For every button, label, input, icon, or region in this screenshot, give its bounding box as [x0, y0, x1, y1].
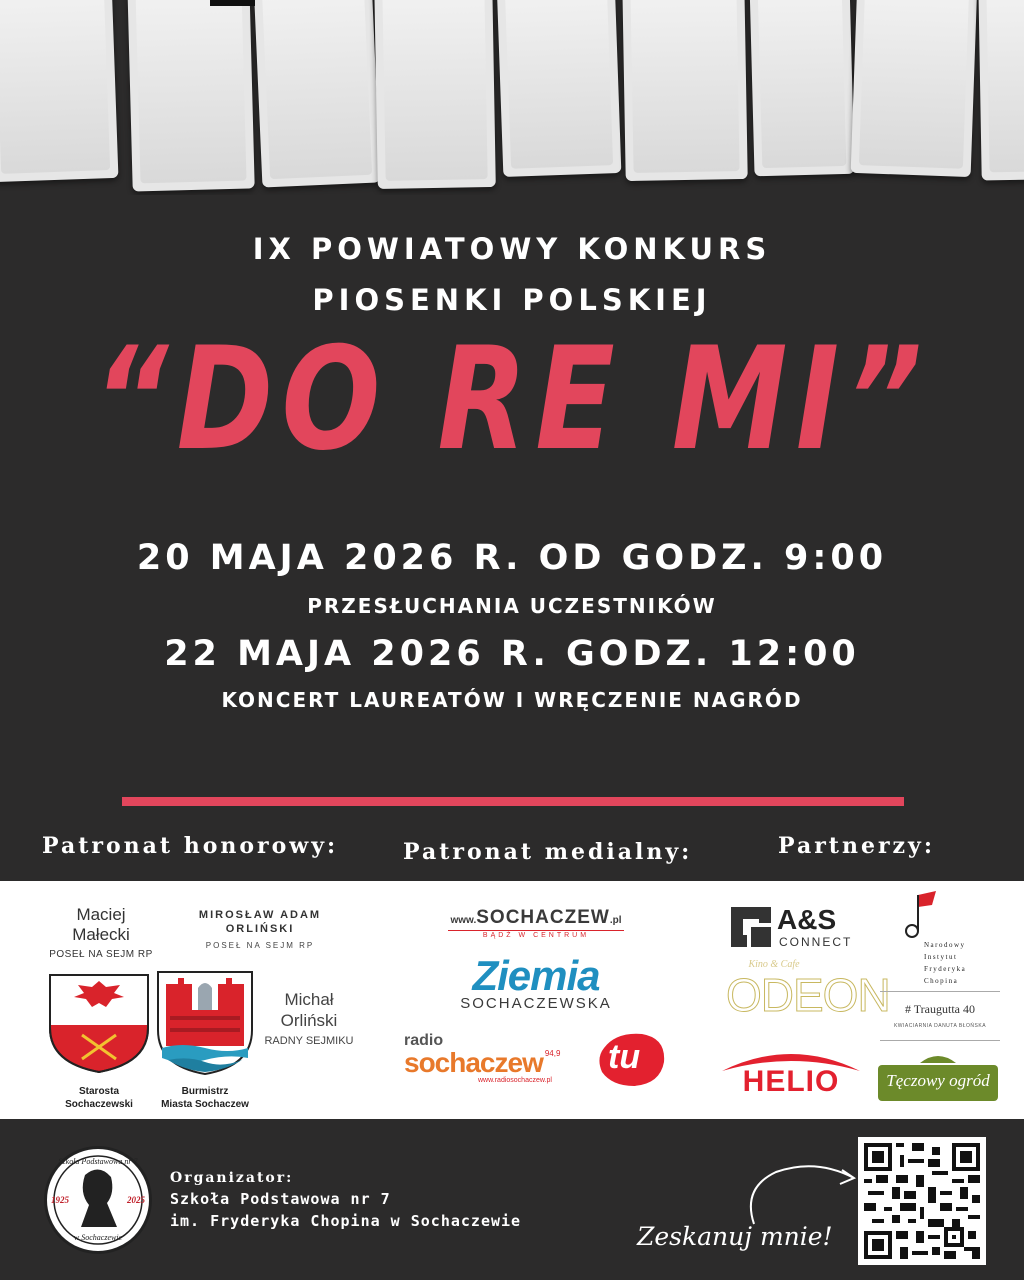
arrow-icon — [736, 1158, 860, 1228]
starosta-caption — [40, 1085, 158, 1111]
radio-www: www.radiosochaczew.pl — [478, 1077, 552, 1084]
date-auditions: 20 MAJA 2026 R. OD GODZ. 9:00 — [136, 538, 888, 578]
organizer-label: Organizator: — [170, 1170, 294, 1186]
sponsors-band — [0, 881, 1024, 1119]
burmistrz-line-2: Miasta Sochaczew — [161, 1099, 249, 1110]
nifc-line-3: Fryderyka — [924, 965, 967, 973]
nifc-logo — [894, 891, 994, 985]
as-connect-logo — [731, 905, 861, 951]
honorary-patronage-label: Patronat honorowy: — [42, 833, 339, 859]
seal-year-1: 1925 — [51, 1195, 69, 1205]
ziemia-sochaczewska-logo — [436, 952, 636, 1012]
starosta-line-2: Sochaczewski — [65, 1099, 133, 1110]
orlinski-name-2: ORLIŃSKI — [225, 923, 295, 935]
starosta-line-1: Starosta — [78, 1086, 119, 1097]
traugutta-logo — [880, 991, 1000, 1041]
organizer-line-1: Szkoła Podstawowa nr 7 — [170, 1190, 391, 1208]
sochaczew-pl-logo — [428, 907, 644, 939]
partners-label: Partnerzy: — [778, 833, 935, 859]
school-seal-logo — [44, 1146, 152, 1254]
ziemia-subtitle: SOCHACZEWSKA — [460, 995, 612, 1012]
tu-word: tu — [608, 1038, 641, 1076]
seal-top-text: Szkoła Podstawowa nr 7 — [58, 1157, 138, 1166]
burmistrz-caption — [150, 1085, 260, 1111]
traugutta-sub: KWIACIARNIA DANUTA BŁOŃSKA — [893, 1023, 987, 1029]
burmistrz-line-1: Burmistrz — [181, 1086, 229, 1097]
soch-www: www. — [450, 915, 477, 926]
piano-keys-decoration — [0, 0, 1024, 195]
scan-me-text: Zeskanuj mnie! — [637, 1222, 833, 1251]
helio-logo — [718, 1043, 864, 1103]
ziemia-word: Ziemia — [472, 952, 600, 999]
teczowy-ogrod-logo — [876, 1051, 1000, 1103]
nifc-line-2: Instytut — [924, 953, 958, 961]
powiat-coat-of-arms-icon — [48, 973, 150, 1073]
michal-last-name: Orliński — [280, 1011, 338, 1030]
michal-first-name: Michał — [284, 990, 334, 1009]
traugutta-name: # Traugutta 40 — [904, 1002, 975, 1016]
orlinski-role: POSEŁ NA SEJM RP — [205, 941, 315, 950]
soch-tagline: BĄDŹ W CENTRUM — [448, 930, 624, 939]
teczowy-word: Tęczowy ogród — [886, 1071, 990, 1090]
radio-name: sochaczew — [404, 1047, 543, 1078]
patron-miroslaw-orlinski — [180, 909, 340, 950]
malecki-last-name: Małecki — [72, 925, 130, 944]
helio-word: HELIO — [742, 1065, 840, 1098]
sochaczew-coat-of-arms-icon — [156, 970, 254, 1076]
heading-line-1: IX POWIATOWY KONKURS — [252, 232, 772, 266]
odeon-top: Kino & Cafe — [748, 959, 800, 970]
organizer-line-2: im. Fryderyka Chopina w Sochaczewie — [170, 1212, 522, 1230]
radio-frequency: 94,9 — [544, 1049, 561, 1058]
divider-line — [122, 797, 904, 806]
auditions-description: PRZESŁUCHANIA UCZESTNIKÓW — [307, 594, 717, 618]
odeon-logo — [726, 959, 890, 1029]
seal-bottom-text: w Sochaczewie — [73, 1233, 123, 1242]
tu-logo — [594, 1028, 670, 1090]
heading-line-2: PIOSENKI POLSKIEJ — [312, 283, 712, 317]
media-patronage-label: Patronat medialny: — [403, 839, 693, 865]
malecki-first-name: Maciej — [76, 905, 126, 924]
soch-name: SOCHACZEW — [476, 907, 610, 928]
qr-code[interactable] — [858, 1137, 986, 1265]
nifc-line-1: Narodowy — [924, 941, 966, 949]
seal-year-2: 2025 — [127, 1195, 145, 1205]
radio-word: radio — [404, 1032, 444, 1049]
date-concert: 22 MAJA 2026 R. GODZ. 12:00 — [164, 634, 860, 674]
as-sub: CONNECT — [779, 935, 853, 949]
odeon-word: ODEON — [726, 969, 890, 1021]
michal-role: RADNY SEJMIKU — [264, 1035, 354, 1047]
concert-description: KONCERT LAUREATÓW I WRĘCZENIE NAGRÓD — [221, 688, 803, 712]
as-name: A&S — [777, 904, 837, 935]
patron-malecki — [40, 905, 162, 960]
event-title: “DO RE MI” — [93, 317, 931, 482]
nifc-line-4: Chopina — [924, 977, 959, 985]
orlinski-name-1: MIROSŁAW ADAM — [198, 909, 322, 921]
malecki-role: POSEŁ NA SEJM RP — [49, 949, 153, 960]
nifc-text — [924, 939, 966, 987]
patron-michal-orlinski — [260, 989, 358, 1047]
soch-pl: .pl — [609, 915, 622, 926]
radio-sochaczew-logo — [404, 1033, 584, 1084]
